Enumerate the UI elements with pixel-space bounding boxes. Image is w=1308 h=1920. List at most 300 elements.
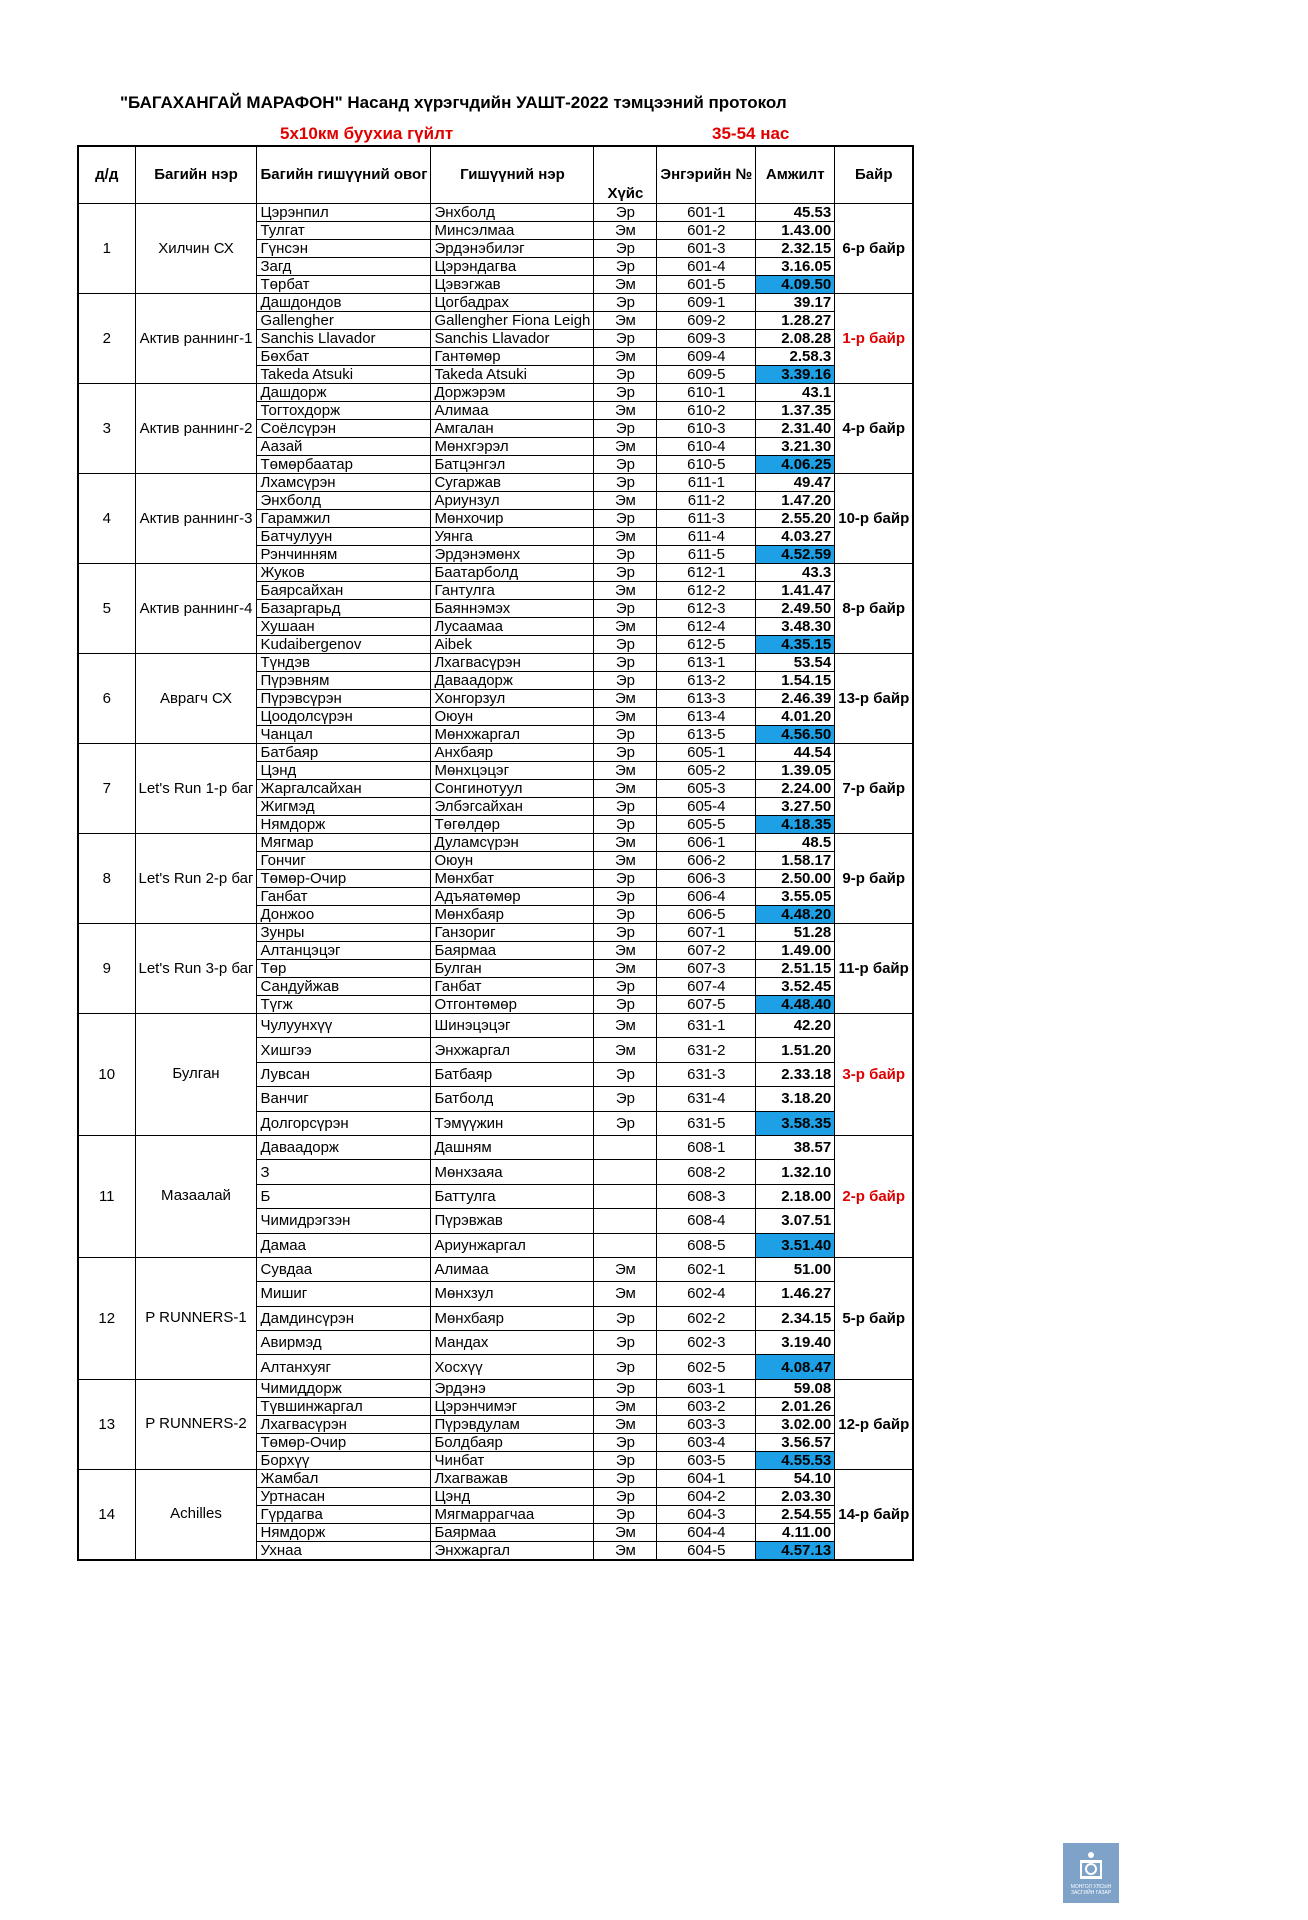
member-bib: 602-1 xyxy=(657,1257,756,1281)
team-number: 8 xyxy=(78,834,135,924)
member-sex: Эм xyxy=(594,1523,657,1541)
member-name: Баярмаа xyxy=(431,1523,594,1541)
member-surname: Пүрэвням xyxy=(257,672,431,690)
member-surname: Чулуунхүү xyxy=(257,1014,431,1038)
member-sex: Эр xyxy=(594,1331,657,1355)
member-name: Мөнхбаяр xyxy=(431,906,594,924)
member-sex: Эр xyxy=(594,654,657,672)
member-surname: Лхамсүрэн xyxy=(257,474,431,492)
member-name: Мөнхзаяа xyxy=(431,1160,594,1184)
member-result: 44.54 xyxy=(756,744,835,762)
member-sex: Эм xyxy=(594,1415,657,1433)
member-result: 3.48.30 xyxy=(756,618,835,636)
team-name: P RUNNERS-2 xyxy=(135,1379,257,1469)
team-place: 14-р байр xyxy=(835,1469,914,1560)
member-surname: Takeda Atsuki xyxy=(257,366,431,384)
member-name: Тэмүүжин xyxy=(431,1111,594,1135)
member-name: Даваадорж xyxy=(431,672,594,690)
member-name: Амгалан xyxy=(431,420,594,438)
col-header-surname: Багийн гишүүний овог xyxy=(257,146,431,204)
member-surname: Чанцал xyxy=(257,726,431,744)
member-name: Төгөлдөр xyxy=(431,816,594,834)
member-sex: Эм xyxy=(594,942,657,960)
member-sex xyxy=(594,1209,657,1233)
member-bib: 603-3 xyxy=(657,1415,756,1433)
member-name: Ганбат xyxy=(431,978,594,996)
member-surname: Түндэв xyxy=(257,654,431,672)
table-row xyxy=(78,1014,913,1038)
member-name: Уянга xyxy=(431,528,594,546)
member-name: Хосхүү xyxy=(431,1355,594,1379)
team-place: 8-р байр xyxy=(835,564,914,654)
member-sex: Эр xyxy=(594,384,657,402)
member-surname: Долгорсүрэн xyxy=(257,1111,431,1135)
member-surname: Sanchis Llavador xyxy=(257,330,431,348)
member-bib: 608-1 xyxy=(657,1135,756,1159)
member-surname: Гүрдагва xyxy=(257,1505,431,1523)
member-name: Алимаа xyxy=(431,402,594,420)
member-bib: 611-3 xyxy=(657,510,756,528)
member-surname: Kudaibergenov xyxy=(257,636,431,654)
member-bib: 606-3 xyxy=(657,870,756,888)
member-surname: Дамдинсүрэн xyxy=(257,1306,431,1330)
results-table xyxy=(77,145,914,1561)
team-name: Актив раннинг-4 xyxy=(135,564,257,654)
member-result: 3.19.40 xyxy=(756,1331,835,1355)
member-result: 4.03.27 xyxy=(756,528,835,546)
member-sex: Эр xyxy=(594,906,657,924)
member-bib: 612-3 xyxy=(657,600,756,618)
member-bib: 603-5 xyxy=(657,1451,756,1469)
member-name: Мягмаррагчаа xyxy=(431,1505,594,1523)
member-bib: 608-3 xyxy=(657,1184,756,1208)
member-name: Баяннэмэх xyxy=(431,600,594,618)
team-name: Мазаалай xyxy=(135,1135,257,1257)
col-header-team: Багийн нэр xyxy=(135,146,257,204)
team-place: 6-р байр xyxy=(835,204,914,294)
member-name: Чинбат xyxy=(431,1451,594,1469)
member-surname: Аазай xyxy=(257,438,431,456)
member-sex: Эм xyxy=(594,222,657,240)
member-surname: Нямдорж xyxy=(257,816,431,834)
member-name: Гантөмөр xyxy=(431,348,594,366)
member-surname: Төр xyxy=(257,960,431,978)
member-result: 2.55.20 xyxy=(756,510,835,528)
member-name: Gallengher Fiona Leigh xyxy=(431,312,594,330)
member-bib: 611-4 xyxy=(657,528,756,546)
member-sex: Эр xyxy=(594,510,657,528)
member-bib: 612-1 xyxy=(657,564,756,582)
member-sex: Эм xyxy=(594,1282,657,1306)
member-bib: 612-5 xyxy=(657,636,756,654)
member-surname: Лхагвасүрэн xyxy=(257,1415,431,1433)
member-result: 3.55.05 xyxy=(756,888,835,906)
member-result: 2.58.3 xyxy=(756,348,835,366)
member-bib: 606-1 xyxy=(657,834,756,852)
member-sex: Эм xyxy=(594,780,657,798)
member-name: Отгонтөмөр xyxy=(431,996,594,1014)
member-sex: Эр xyxy=(594,474,657,492)
member-bib: 605-4 xyxy=(657,798,756,816)
member-name: Takeda Atsuki xyxy=(431,366,594,384)
member-sex: Эр xyxy=(594,870,657,888)
member-result: 4.55.53 xyxy=(756,1451,835,1469)
member-name: Сугаржав xyxy=(431,474,594,492)
team-number: 11 xyxy=(78,1135,135,1257)
team-place: 12-р байр xyxy=(835,1379,914,1469)
member-surname: Сувдаа xyxy=(257,1257,431,1281)
member-sex: Эр xyxy=(594,1111,657,1135)
member-bib: 601-1 xyxy=(657,204,756,222)
team-name: Актив раннинг-2 xyxy=(135,384,257,474)
member-sex: Эм xyxy=(594,492,657,510)
member-name: Оюун xyxy=(431,708,594,726)
member-sex: Эр xyxy=(594,1451,657,1469)
member-result: 1.47.20 xyxy=(756,492,835,510)
member-name: Мөнхочир xyxy=(431,510,594,528)
member-sex: Эр xyxy=(594,996,657,1014)
soyombo-icon xyxy=(1078,1850,1104,1884)
team-name: Актив раннинг-3 xyxy=(135,474,257,564)
member-result: 3.51.40 xyxy=(756,1233,835,1257)
table-row xyxy=(78,654,913,672)
member-bib: 607-4 xyxy=(657,978,756,996)
member-name: Батцэнгэл xyxy=(431,456,594,474)
page-title: "БАГАХАНГАЙ МАРАФОН" Насанд хүрэгчдийн УАШТ-2022 тэмцээний протокол xyxy=(120,93,787,112)
team-place: 9-р байр xyxy=(835,834,914,924)
member-bib: 612-4 xyxy=(657,618,756,636)
table-row xyxy=(78,564,913,582)
member-result: 3.16.05 xyxy=(756,258,835,276)
table-row xyxy=(78,924,913,942)
member-result: 42.20 xyxy=(756,1014,835,1038)
member-sex: Эр xyxy=(594,600,657,618)
member-bib: 613-3 xyxy=(657,690,756,708)
member-bib: 631-4 xyxy=(657,1087,756,1111)
member-name: Болдбаяр xyxy=(431,1433,594,1451)
member-bib: 607-2 xyxy=(657,942,756,960)
table-row xyxy=(78,204,913,222)
member-name: Булган xyxy=(431,960,594,978)
member-name: Эрдэнэбилэг xyxy=(431,240,594,258)
member-name: Дуламсүрэн xyxy=(431,834,594,852)
member-sex: Эр xyxy=(594,816,657,834)
member-bib: 610-4 xyxy=(657,438,756,456)
member-result: 2.18.00 xyxy=(756,1184,835,1208)
member-sex: Эм xyxy=(594,762,657,780)
member-bib: 603-1 xyxy=(657,1379,756,1397)
member-surname: Базаргарьд xyxy=(257,600,431,618)
member-surname: Дашдорж xyxy=(257,384,431,402)
member-name: Мөнхзул xyxy=(431,1282,594,1306)
member-bib: 606-2 xyxy=(657,852,756,870)
member-result: 4.57.13 xyxy=(756,1541,835,1560)
member-result: 3.52.45 xyxy=(756,978,835,996)
member-bib: 631-3 xyxy=(657,1062,756,1086)
team-name: Актив раннинг-1 xyxy=(135,294,257,384)
member-result: 2.03.30 xyxy=(756,1487,835,1505)
member-name: Адъяатөмөр xyxy=(431,888,594,906)
member-surname: Дашдондов xyxy=(257,294,431,312)
member-result: 4.18.35 xyxy=(756,816,835,834)
team-number: 13 xyxy=(78,1379,135,1469)
table-row xyxy=(78,294,913,312)
member-sex: Эм xyxy=(594,852,657,870)
member-result: 51.00 xyxy=(756,1257,835,1281)
member-sex: Эм xyxy=(594,528,657,546)
member-bib: 609-3 xyxy=(657,330,756,348)
table-row xyxy=(78,384,913,402)
member-surname: Энхболд xyxy=(257,492,431,510)
member-sex: Эм xyxy=(594,1014,657,1038)
member-sex: Эр xyxy=(594,1379,657,1397)
member-sex: Эр xyxy=(594,1087,657,1111)
member-surname: Рэнчинням xyxy=(257,546,431,564)
member-result: 3.07.51 xyxy=(756,1209,835,1233)
member-sex: Эр xyxy=(594,204,657,222)
member-name: Энхболд xyxy=(431,204,594,222)
member-sex: Эр xyxy=(594,1306,657,1330)
member-bib: 607-5 xyxy=(657,996,756,1014)
member-sex: Эр xyxy=(594,258,657,276)
member-surname: Ухнаа xyxy=(257,1541,431,1560)
member-sex: Эр xyxy=(594,726,657,744)
member-surname: Ганбат xyxy=(257,888,431,906)
age-group: 35-54 нас xyxy=(712,124,790,143)
member-bib: 602-2 xyxy=(657,1306,756,1330)
member-surname: Цэнд xyxy=(257,762,431,780)
member-surname: Мишиг xyxy=(257,1282,431,1306)
col-header-bib: Энгэрийн № xyxy=(657,146,756,204)
member-bib: 611-1 xyxy=(657,474,756,492)
government-logo xyxy=(1063,1843,1119,1903)
member-name: Цэрэнчимэг xyxy=(431,1397,594,1415)
member-surname: Жамбал xyxy=(257,1469,431,1487)
member-bib: 607-3 xyxy=(657,960,756,978)
member-surname: Б xyxy=(257,1184,431,1208)
member-bib: 613-4 xyxy=(657,708,756,726)
member-bib: 609-1 xyxy=(657,294,756,312)
member-bib: 605-2 xyxy=(657,762,756,780)
member-sex: Эр xyxy=(594,744,657,762)
team-number: 4 xyxy=(78,474,135,564)
member-surname: Жаргалсайхан xyxy=(257,780,431,798)
member-result: 4.09.50 xyxy=(756,276,835,294)
member-result: 1.41.47 xyxy=(756,582,835,600)
member-surname: З xyxy=(257,1160,431,1184)
member-sex: Эм xyxy=(594,1397,657,1415)
event-name: 5х10км буухиа гүйлт xyxy=(280,124,454,143)
member-sex: Эр xyxy=(594,366,657,384)
member-bib: 610-3 xyxy=(657,420,756,438)
member-surname: Соёлсүрэн xyxy=(257,420,431,438)
member-name: Шинэцэцэг xyxy=(431,1014,594,1038)
member-result: 2.51.15 xyxy=(756,960,835,978)
header-row xyxy=(78,146,913,204)
team-name: Achilles xyxy=(135,1469,257,1560)
team-place: 1-р байр xyxy=(835,294,914,384)
member-result: 48.5 xyxy=(756,834,835,852)
team-place: 4-р байр xyxy=(835,384,914,474)
member-result: 3.58.35 xyxy=(756,1111,835,1135)
member-bib: 602-4 xyxy=(657,1282,756,1306)
member-name: Баярмаа xyxy=(431,942,594,960)
member-surname: Тогтохдорж xyxy=(257,402,431,420)
member-surname: Нямдорж xyxy=(257,1523,431,1541)
member-sex: Эр xyxy=(594,978,657,996)
member-result: 43.1 xyxy=(756,384,835,402)
member-name: Мөнхбат xyxy=(431,870,594,888)
member-bib: 604-5 xyxy=(657,1541,756,1560)
member-sex: Эм xyxy=(594,312,657,330)
member-surname: Гончиг xyxy=(257,852,431,870)
member-sex: Эм xyxy=(594,438,657,456)
results-body xyxy=(78,204,913,1560)
member-name: Сонгинотуул xyxy=(431,780,594,798)
member-result: 4.48.20 xyxy=(756,906,835,924)
member-bib: 631-5 xyxy=(657,1111,756,1135)
member-name: Лхагвасүрэн xyxy=(431,654,594,672)
member-bib: 631-1 xyxy=(657,1014,756,1038)
member-bib: 613-5 xyxy=(657,726,756,744)
member-sex: Эр xyxy=(594,420,657,438)
member-bib: 602-5 xyxy=(657,1355,756,1379)
member-name: Цогбадрах xyxy=(431,294,594,312)
team-place: 5-р байр xyxy=(835,1257,914,1379)
member-sex: Эм xyxy=(594,618,657,636)
member-sex: Эр xyxy=(594,636,657,654)
member-surname: Чимиддорж xyxy=(257,1379,431,1397)
member-name: Мөнхжаргал xyxy=(431,726,594,744)
member-result: 2.54.55 xyxy=(756,1505,835,1523)
member-surname: Төмөрбаатар xyxy=(257,456,431,474)
member-bib: 606-4 xyxy=(657,888,756,906)
member-sex: Эр xyxy=(594,1505,657,1523)
team-name: Хилчин СХ xyxy=(135,204,257,294)
member-name: Цэрэндагва xyxy=(431,258,594,276)
member-bib: 609-2 xyxy=(657,312,756,330)
member-surname: Алтанцэцэг xyxy=(257,942,431,960)
table-row xyxy=(78,1469,913,1487)
member-name: Анхбаяр xyxy=(431,744,594,762)
member-sex: Эм xyxy=(594,834,657,852)
member-result: 2.46.39 xyxy=(756,690,835,708)
member-sex: Эм xyxy=(594,348,657,366)
member-sex: Эр xyxy=(594,798,657,816)
member-surname: Дамаа xyxy=(257,1233,431,1257)
member-sex: Эр xyxy=(594,888,657,906)
member-result: 4.08.47 xyxy=(756,1355,835,1379)
col-header-sex: Хүйс xyxy=(594,146,657,204)
member-sex: Эм xyxy=(594,276,657,294)
member-bib: 610-2 xyxy=(657,402,756,420)
member-result: 4.01.20 xyxy=(756,708,835,726)
member-surname: Тулгат xyxy=(257,222,431,240)
member-name: Цэвэгжав xyxy=(431,276,594,294)
member-bib: 611-5 xyxy=(657,546,756,564)
member-result: 2.50.00 xyxy=(756,870,835,888)
member-result: 2.24.00 xyxy=(756,780,835,798)
member-bib: 610-5 xyxy=(657,456,756,474)
team-name: P RUNNERS-1 xyxy=(135,1257,257,1379)
member-name: Энхжаргал xyxy=(431,1541,594,1560)
member-sex: Эр xyxy=(594,546,657,564)
team-number: 1 xyxy=(78,204,135,294)
team-number: 10 xyxy=(78,1014,135,1136)
member-result: 3.02.00 xyxy=(756,1415,835,1433)
member-surname: Гарамжил xyxy=(257,510,431,528)
member-result: 4.11.00 xyxy=(756,1523,835,1541)
member-name: Aibek xyxy=(431,636,594,654)
member-bib: 604-2 xyxy=(657,1487,756,1505)
member-bib: 604-4 xyxy=(657,1523,756,1541)
member-surname: Төрбат xyxy=(257,276,431,294)
member-result: 45.53 xyxy=(756,204,835,222)
member-surname: Батбаяр xyxy=(257,744,431,762)
member-sex: Эр xyxy=(594,1355,657,1379)
team-name: Let's Run 2-р баг xyxy=(135,834,257,924)
member-result: 53.54 xyxy=(756,654,835,672)
member-surname: Батчулуун xyxy=(257,528,431,546)
team-name: Let's Run 1-р баг xyxy=(135,744,257,834)
col-header-num: д/д xyxy=(78,146,135,204)
member-sex xyxy=(594,1184,657,1208)
table-row xyxy=(78,474,913,492)
member-sex: Эр xyxy=(594,1469,657,1487)
member-result: 54.10 xyxy=(756,1469,835,1487)
member-surname: Түвшинжаргал xyxy=(257,1397,431,1415)
member-name: Гантулга xyxy=(431,582,594,600)
team-number: 7 xyxy=(78,744,135,834)
member-name: Ариунжаргал xyxy=(431,1233,594,1257)
member-result: 2.08.28 xyxy=(756,330,835,348)
member-result: 2.49.50 xyxy=(756,600,835,618)
col-header-result: Амжилт xyxy=(756,146,835,204)
member-result: 43.3 xyxy=(756,564,835,582)
table-row xyxy=(78,1135,913,1159)
member-sex: Эр xyxy=(594,456,657,474)
member-surname: Gallengher xyxy=(257,312,431,330)
member-result: 1.58.17 xyxy=(756,852,835,870)
member-result: 3.18.20 xyxy=(756,1087,835,1111)
member-sex: Эм xyxy=(594,1038,657,1062)
member-surname: Хушаан xyxy=(257,618,431,636)
member-sex: Эр xyxy=(594,564,657,582)
member-result: 2.31.40 xyxy=(756,420,835,438)
member-name: Цэнд xyxy=(431,1487,594,1505)
member-surname: Уртнасан xyxy=(257,1487,431,1505)
member-name: Алимаа xyxy=(431,1257,594,1281)
team-name: Let's Run 3-р баг xyxy=(135,924,257,1014)
member-name: Пүрэвжав xyxy=(431,1209,594,1233)
member-surname: Пүрэвсүрэн xyxy=(257,690,431,708)
member-name: Лхагважав xyxy=(431,1469,594,1487)
member-name: Дашням xyxy=(431,1135,594,1159)
member-bib: 601-5 xyxy=(657,276,756,294)
member-surname: Баярсайхан xyxy=(257,582,431,600)
member-name: Батбаяр xyxy=(431,1062,594,1086)
member-result: 49.47 xyxy=(756,474,835,492)
member-sex: Эр xyxy=(594,1062,657,1086)
member-name: Оюун xyxy=(431,852,594,870)
member-bib: 601-3 xyxy=(657,240,756,258)
member-sex xyxy=(594,1233,657,1257)
member-sex: Эм xyxy=(594,1257,657,1281)
member-result: 1.32.10 xyxy=(756,1160,835,1184)
member-name: Мөнхбаяр xyxy=(431,1306,594,1330)
team-number: 9 xyxy=(78,924,135,1014)
col-header-name: Гишүүний нэр xyxy=(431,146,594,204)
